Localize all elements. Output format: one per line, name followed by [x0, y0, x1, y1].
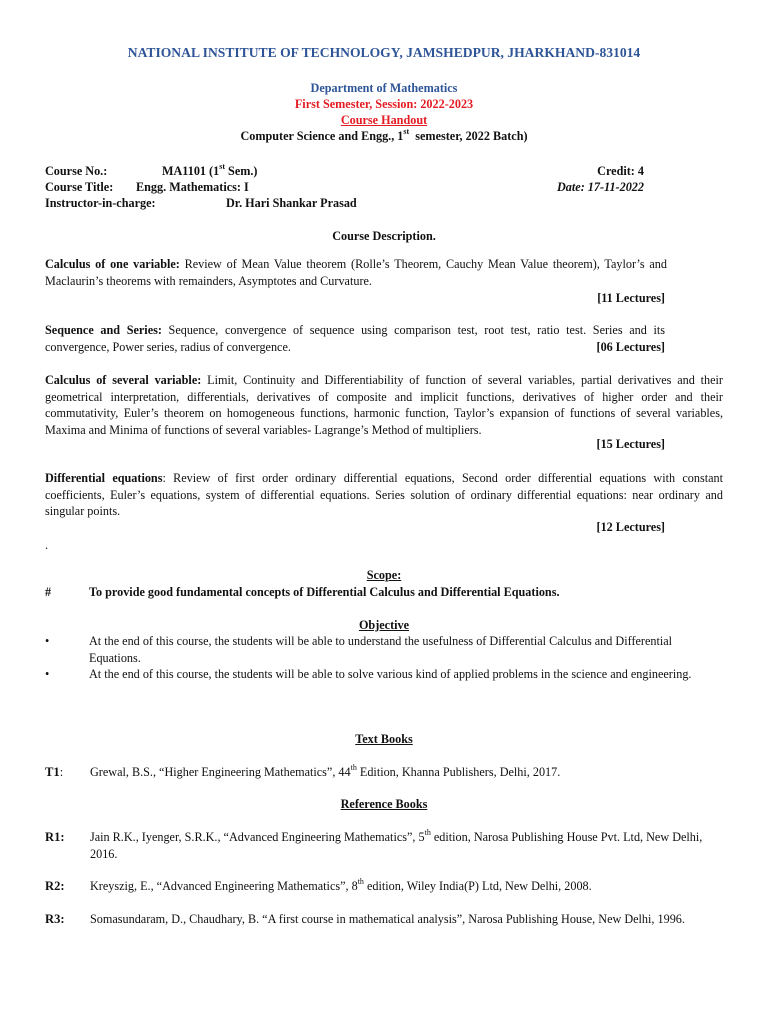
text-books-heading: Text Books: [355, 732, 413, 746]
course-no-value: [162, 163, 258, 180]
course-description-heading: Course Description.: [332, 229, 436, 243]
handout-title: Course Handout: [340, 113, 428, 127]
reference-sup: th: [357, 876, 364, 886]
section-title: Calculus of several variable:: [45, 373, 202, 387]
reference-sup: th: [424, 827, 431, 837]
objective-item: At the end of this course, the students will be able to understand the usefulness of Differential Calculus and Differential Equations.: [89, 634, 673, 665]
session-title: First Semester, Session: 2022-2023: [294, 97, 474, 111]
section-title: Differential equations: [45, 471, 163, 485]
text-book-colon: :: [59, 765, 64, 779]
course-title-label: Course Title:: [45, 180, 114, 194]
course-date: Date: 17-11-2022: [557, 180, 644, 194]
lectures-several-variable: [15 Lectures]: [596, 437, 665, 451]
section-text: Sequence, convergence of sequence using comparison test, root test, ratio test. Series and its convergence, Power series, radius of convergence.: [45, 323, 665, 354]
text-book-sup: th: [350, 762, 357, 772]
section-text: : Review of first order ordinary differential equations, Second order differential equations with constant coefficients, Euler’s equations, system of differential equations. Series solution of ordinary differential equations: near ordinary and singular points.: [45, 471, 723, 518]
reference-suffix: edition, Wiley India(P) Ltd, New Delhi, 2008.: [363, 879, 592, 893]
text-book-label: [45, 764, 63, 781]
reference-suffix: edition, Narosa Publishing House Pvt. Ltd, New Delhi, 2016.: [90, 830, 703, 861]
stray-dot: .: [45, 538, 49, 552]
reference-prefix: Jain R.K., Iyenger, S.R.K., “Advanced Engineering Mathematics”, 5: [90, 830, 425, 844]
reference-label: R2:: [45, 879, 65, 893]
objective-item: At the end of this course, the students will be able to solve various kind of applied problems in the science and engineering.: [89, 667, 692, 681]
reference-entry: [90, 878, 730, 895]
reference-books-heading: Reference Books: [340, 797, 428, 811]
section-several-variable: [45, 372, 723, 438]
instructor-value: Dr. Hari Shankar Prasad: [226, 196, 357, 210]
section-text: Review of Mean Value theorem (Rolle’s Theorem, Cauchy Mean Value theorem), Taylor’s and Maclaurin’s theorems with remainders, Asymptotes and Curvature.: [45, 257, 667, 288]
objective-heading: Objective: [358, 618, 410, 632]
section-title: Sequence and Series:: [45, 323, 162, 337]
institute-title: NATIONAL INSTITUTE OF TECHNOLOGY, JAMSHEDPUR, JHARKHAND-831014: [127, 45, 641, 60]
lectures-sequence-series: [06 Lectures]: [596, 340, 665, 354]
reference-entry: [90, 829, 730, 862]
program-sup: st: [403, 126, 410, 136]
reference-label: R3:: [45, 912, 65, 926]
program-suffix: semester, 2022 Batch): [409, 129, 528, 143]
text-book-entry: [90, 764, 730, 781]
lectures-one-variable: [11 Lectures]: [597, 291, 665, 305]
program-line: [0, 128, 768, 145]
program-prefix: Computer Science and Engg., 1: [240, 129, 404, 143]
section-differential-equations: [45, 470, 723, 520]
section-title: Calculus of one variable:: [45, 257, 180, 271]
text-book-suffix: Edition, Khanna Publishers, Delhi, 2017.: [356, 765, 561, 779]
text-book-id: T1: [45, 765, 60, 779]
course-no-prefix: MA1101 (1: [162, 164, 220, 178]
scope-mark: #: [45, 585, 52, 599]
course-no-suffix: Sem.): [225, 164, 258, 178]
reference-prefix: Somasundaram, D., Chaudhary, B. “A first course in mathematical analysis”, Narosa Publishing House, New Delhi, 1996.: [90, 912, 685, 926]
course-no-label: Course No.:: [45, 164, 108, 178]
reference-entry: [90, 911, 730, 928]
instructor-label: Instructor-in-charge:: [45, 196, 156, 210]
scope-text: To provide good fundamental concepts of Differential Calculus and Differential Equations.: [89, 585, 560, 599]
scope-heading: Scope:: [366, 568, 402, 582]
section-text: Limit, Continuity and Differentiability of function of several variables, partial derivatives and their geometrical interpretation, differentials, derivatives of composite and implicit functions, derivatives of higher order and their commutativity, Euler’s theorem on homogeneous functions, harmonic function, Taylor’s expansion of functions of several variables, Maxima and Minima of functions of several variables- Lagrange’s Method of multipliers.: [45, 373, 723, 437]
course-no-sup: st: [219, 161, 225, 171]
reference-prefix: Kreyszig, E., “Advanced Engineering Mathematics”, 8: [90, 879, 358, 893]
objective-bullet: •: [45, 634, 50, 648]
text-book-prefix: Grewal, B.S., “Higher Engineering Mathematics”, 44: [90, 765, 351, 779]
reference-label: R1:: [45, 830, 65, 844]
department-title: Department of Mathematics: [310, 81, 458, 95]
objective-bullet: •: [45, 667, 50, 681]
section-one-variable: [45, 256, 667, 289]
lectures-differential-equations: [12 Lectures]: [596, 520, 665, 534]
course-title-value: Engg. Mathematics: I: [136, 180, 249, 194]
credit: Credit: 4: [597, 164, 644, 178]
